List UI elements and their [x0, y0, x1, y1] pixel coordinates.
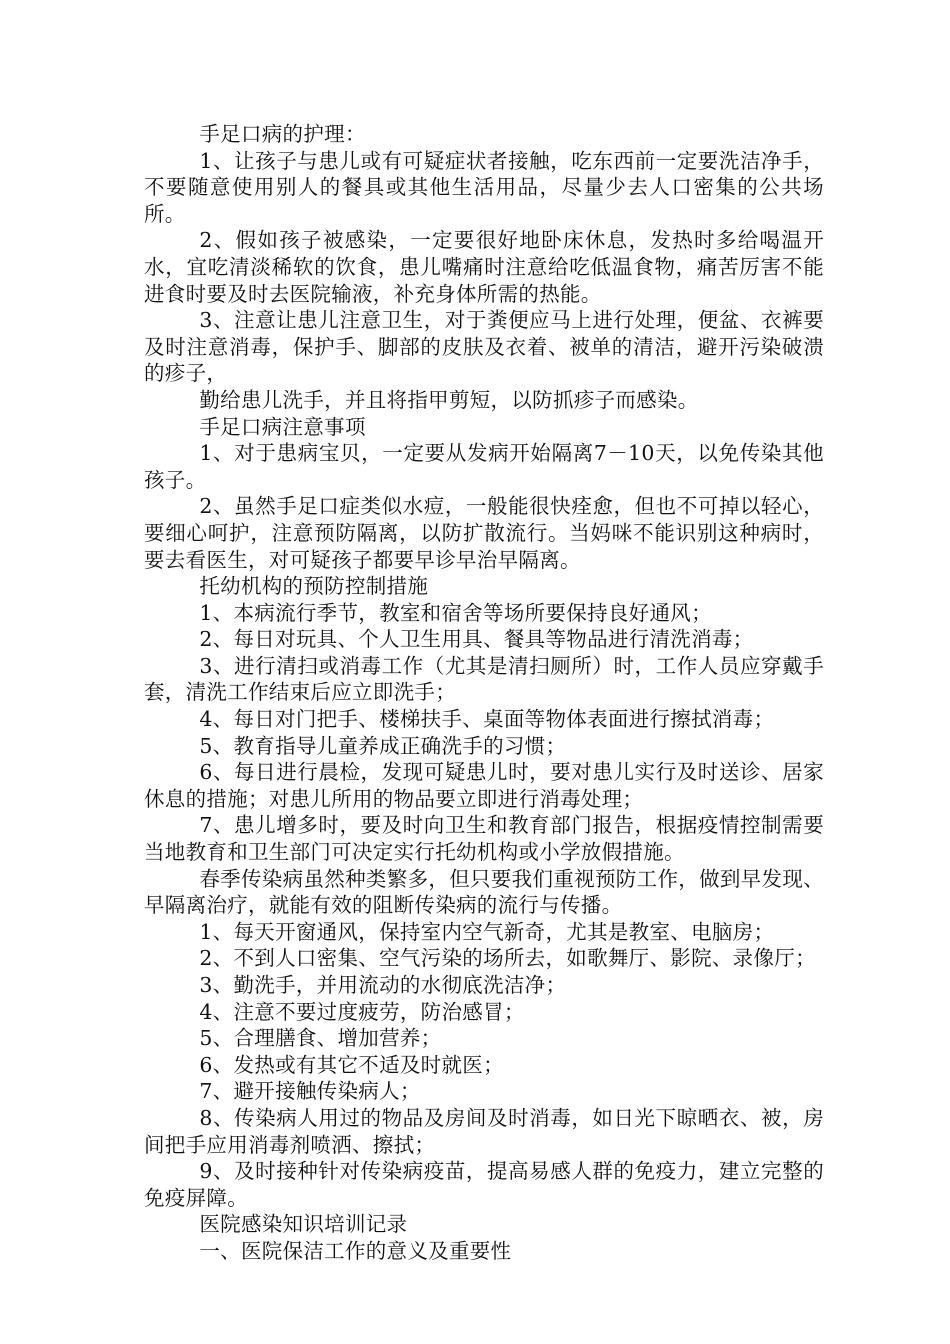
paragraph: 8、传染病人用过的物品及房间及时消毒，如日光下晾晒衣、被，房间把手应用消毒剂喷洒、擦拭； [144, 1105, 824, 1157]
paragraph: 1、对于患病宝贝，一定要从发病开始隔离7－10天，以免传染其他孩子。 [144, 441, 824, 492]
paragraph: 2、不到人口密集、空气污染的场所去，如歌舞厅、影院、录像厅； [199, 946, 816, 971]
paragraph: 1、每天开窗通风，保持室内空气新奇，尤其是教室、电脑房； [199, 919, 775, 944]
paragraph: 医院感染知识培训记录 [199, 1212, 408, 1237]
paragraph: 2、假如孩子被感染，一定要很好地卧床休息，发热时多给喝温开水，宜吃清淡稀软的饮食，患儿嘴痛时注意给吃低温食物，痛苦厉害不能进食时要及时去医院输液，补充身体所需的热能。 [144, 228, 824, 306]
paragraph: 4、注意不要过度疲劳，防治感冒； [199, 999, 525, 1024]
paragraph: 9、及时接种针对传染病疫苗，提高易感人群的免疫力，建立完整的免疫屏障。 [144, 1159, 824, 1210]
paragraph: 4、每日对门把手、楼梯扶手、桌面等物体表面进行擦拭消毒； [199, 707, 775, 732]
paragraph: 6、发热或有其它不适及时就医； [199, 1052, 504, 1077]
paragraph: 5、合理膳食、增加营养； [199, 1026, 442, 1051]
paragraph: 7、患儿增多时，要及时向卫生和教育部门报告，根据疫情控制需要当地教育和卫生部门可决定实行托幼机构或小学放假措施。 [144, 813, 824, 865]
paragraph: 2、每日对玩具、个人卫生用具、餐具等物品进行清洗消毒； [199, 627, 754, 652]
paragraph: 2、虽然手足口症类似水痘，一般能很快痊愈，但也不可掉以轻心，要细心呵护，注意预防隔离，以防扩散流行。当妈咪不能识别这种病时，要去看医生，对可疑孩子都要早诊早治早隔离。 [144, 494, 824, 572]
paragraph: 3、注意让患儿注意卫生，对于粪便应马上进行处理，便盆、衣裤要及时注意消毒，保护手、脚部的皮肤及衣着、被单的清洁，避开污染破溃的疹子， [144, 308, 824, 386]
paragraph: 春季传染病虽然种类繁多，但只要我们重视预防工作，做到早发现、早隔离治疗，就能有效的阻断传染病的流行与传播。 [144, 866, 824, 918]
paragraph: 一、医院保洁工作的意义及重要性 [199, 1238, 512, 1263]
paragraph: 1、让孩子与患儿或有可疑症状者接触，吃东西前一定要洗洁净手，不要随意使用别人的餐具或其他生活用品，尽量少去人口密集的公共场所。 [144, 148, 824, 226]
paragraph: 托幼机构的预防控制措施 [199, 574, 429, 599]
paragraph: 3、进行清扫或消毒工作（尤其是清扫厕所）时，工作人员应穿戴手套，清洗工作结束后应立即洗手； [144, 653, 824, 705]
paragraph: 5、教育指导儿童养成正确洗手的习惯； [199, 733, 567, 758]
paragraph: 勤给患儿洗手，并且将指甲剪短，以防抓疹子而感染。 [199, 387, 699, 412]
paragraph: 1、本病流行季节，教室和宿舍等场所要保持良好通风； [199, 600, 712, 625]
paragraph: 6、每日进行晨检，发现可疑患儿时，要对患儿实行及时送诊、居家休息的措施；对患儿所用的物品要立即进行消毒处理； [144, 760, 824, 811]
paragraph: 7、避开接触传染病人； [199, 1079, 421, 1104]
paragraph: 3、勤洗手，并用流动的水彻底洗洁净； [199, 973, 567, 997]
document-body [144, 121, 824, 1265]
paragraph: 手足口病的护理： [199, 122, 366, 146]
paragraph: 手足口病注意事项 [199, 414, 366, 439]
